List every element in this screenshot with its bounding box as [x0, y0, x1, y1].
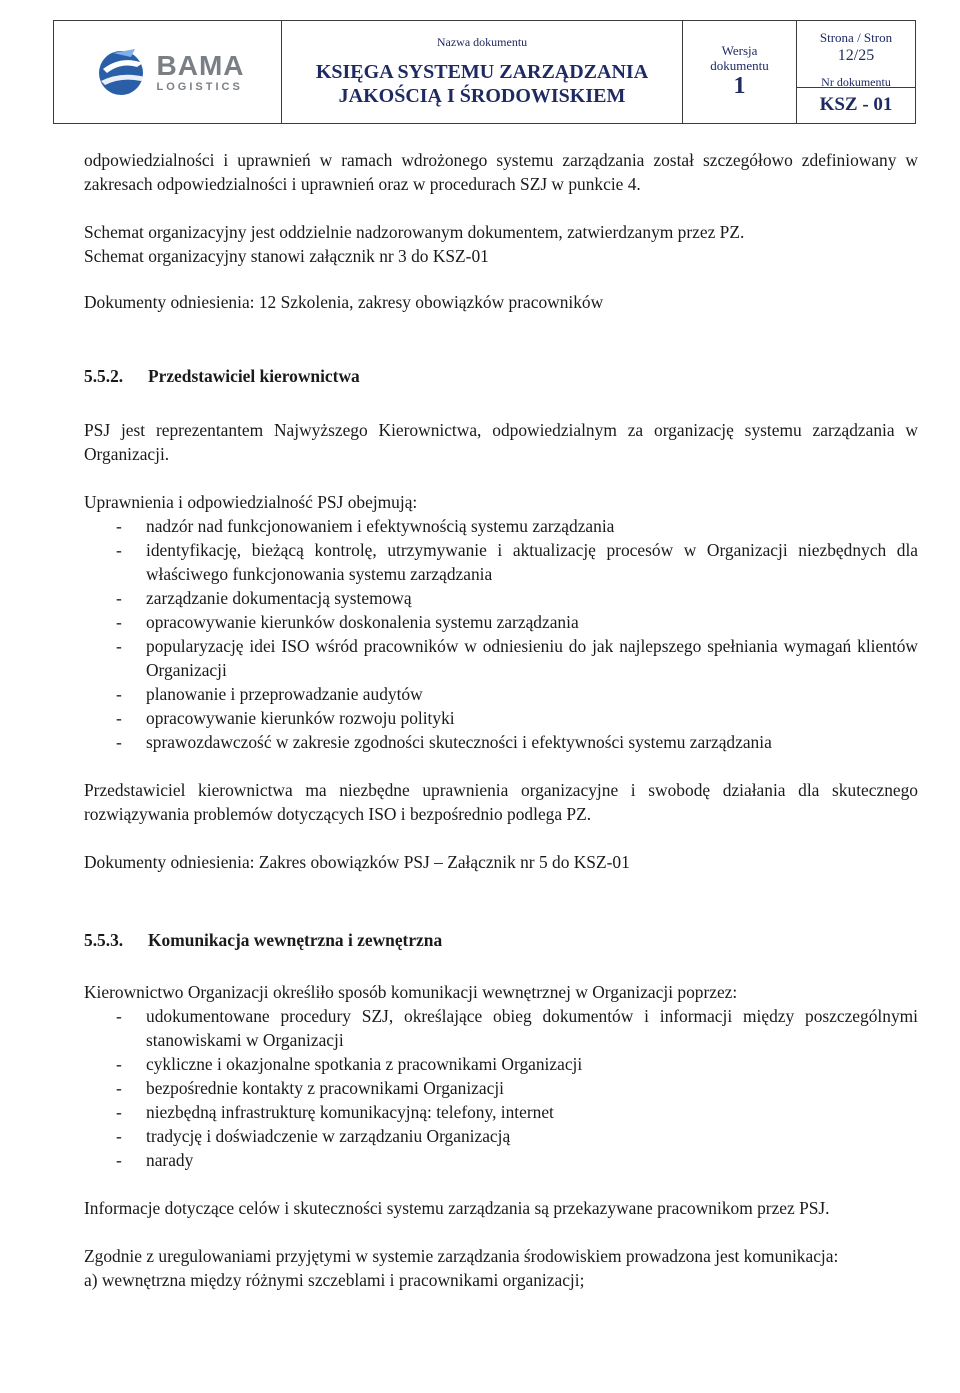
document-name-cell — [282, 21, 683, 123]
responsibilities-list — [84, 514, 918, 754]
section-heading-5-5-3 — [84, 928, 918, 952]
list-item: - zarządzanie dokumentacją systemową — [84, 586, 918, 610]
logo-cell — [54, 21, 282, 123]
list-item: - opracowywanie kierunków rozwoju polityki — [84, 706, 918, 730]
paragraph: PSJ jest reprezentantem Najwyższego Kierownictwa, odpowiedzialnym za organizację systemu zarządzania w Organizacji. — [84, 420, 918, 464]
logo-subtext: LOGISTICS — [156, 80, 243, 93]
list-item: - tradycję i doświadczenie w zarządzaniu Organizacją — [84, 1124, 918, 1148]
page-label: Strona / Stron — [819, 30, 893, 45]
company-logo — [91, 45, 245, 99]
paragraph: Schemat organizacyjny jest oddzielnie nadzorowanym dokumentem, zatwierdzanym przez PZ. — [84, 222, 745, 242]
list-item: - bezpośrednie kontakty z pracownikami Organizacji — [84, 1076, 918, 1100]
list-item: - sprawozdawczość w zakresie zgodności skuteczności i efektywności systemu zarządzania — [84, 730, 918, 754]
document-header — [53, 20, 916, 124]
list-intro: Kierownictwo Organizacji określiło sposób komunikacji wewnętrznej w Organizacji poprzez: — [84, 982, 738, 1002]
paragraph: odpowiedzialności i uprawnień w ramach wdrożonego systemu zarządzania został szczegółowo zdefiniowany w zakresach odpowiedzialności i uprawnień oraz w procedurach SZJ w punkcie 4. — [84, 150, 918, 194]
paragraph: Przedstawiciel kierownictwa ma niezbędne uprawnienia organizacyjne i swobodę działania dla skutecznego rozwiązywania problemów dotyczących ISO i bezpośrednio podlega PZ. — [84, 780, 918, 824]
logo-text: BAMA — [156, 49, 245, 81]
list-item: - identyfikację, bieżącą kontrolę, utrzymywanie i aktualizację procesów w Organizacji niezbędnych dla właściwego funkcjonowania systemu zarządzania — [84, 538, 918, 586]
paragraph: Informacje dotyczące celów i skuteczności systemu zarządzania są przekazywane pracownikom przez PSJ. — [84, 1198, 830, 1218]
version-cell — [683, 21, 797, 123]
communication-list — [84, 1004, 918, 1172]
logo-globe-icon — [91, 45, 153, 99]
paragraph: Dokumenty odniesienia: Zakres obowiązków PSJ – Załącznik nr 5 do KSZ-01 — [84, 852, 630, 872]
paragraph: Zgodnie z uregulowaniami przyjętymi w systemie zarządzania środowiskiem prowadzona jest komunikacja: — [84, 1246, 839, 1266]
page-value: 12/25 — [837, 47, 875, 64]
paragraph: Dokumenty odniesienia: 12 Szkolenia, zakresy obowiązków pracowników — [84, 292, 604, 312]
docno-value: KSZ - 01 — [819, 94, 893, 115]
list-item: - niezbędną infrastrukturę komunikacyjną: telefony, internet — [84, 1100, 918, 1124]
list-item: - planowanie i przeprowadzanie audytów — [84, 682, 918, 706]
version-label-1: Wersja — [721, 43, 758, 58]
version-value: 1 — [733, 73, 746, 99]
list-item: - popularyzację idei ISO wśród pracowników w odniesieniu do jak najlepszego spełniania wymagań klientów Organizacji — [84, 634, 918, 682]
section-heading-5-5-2 — [84, 364, 918, 388]
list-item: - nadzór nad funkcjonowaniem i efektywnością systemu zarządzania — [84, 514, 918, 538]
docno-label: Nr dokumentu — [821, 75, 891, 89]
list-item: - opracowywanie kierunków doskonalenia systemu zarządzania — [84, 610, 918, 634]
list-item: - udokumentowane procedury SZJ, określające obieg dokumentów i informacji między poszczególnymi stanowiskami w Organizacji — [84, 1004, 918, 1052]
section-title: Komunikacja wewnętrzna i zewnętrzna — [148, 930, 443, 950]
paragraph: a) wewnętrzna między różnymi szczeblami i pracownikami organizacji; — [84, 1270, 585, 1290]
list-item: - narady — [84, 1148, 918, 1172]
section-title: Przedstawiciel kierownictwa — [148, 366, 360, 386]
document-title-line1: KSIĘGA SYSTEMU ZARZĄDZANIA — [315, 61, 649, 83]
page-info-cell — [797, 21, 915, 123]
document-title-line2: JAKOŚCIĄ I ŚRODOWISKIEM — [338, 85, 626, 107]
section-number: 5.5.3. — [84, 930, 124, 950]
list-intro: Uprawnienia i odpowiedzialność PSJ obejmują: — [84, 492, 418, 512]
version-label-2: dokumentu — [710, 58, 769, 73]
section-number: 5.5.2. — [84, 366, 124, 386]
list-item: - cykliczne i okazjonalne spotkania z pracownikami Organizacji — [84, 1052, 918, 1076]
paragraph: Schemat organizacyjny stanowi załącznik nr 3 do KSZ-01 — [84, 246, 489, 266]
document-body — [84, 148, 918, 1292]
document-name-label: Nazwa dokumentu — [436, 35, 528, 49]
